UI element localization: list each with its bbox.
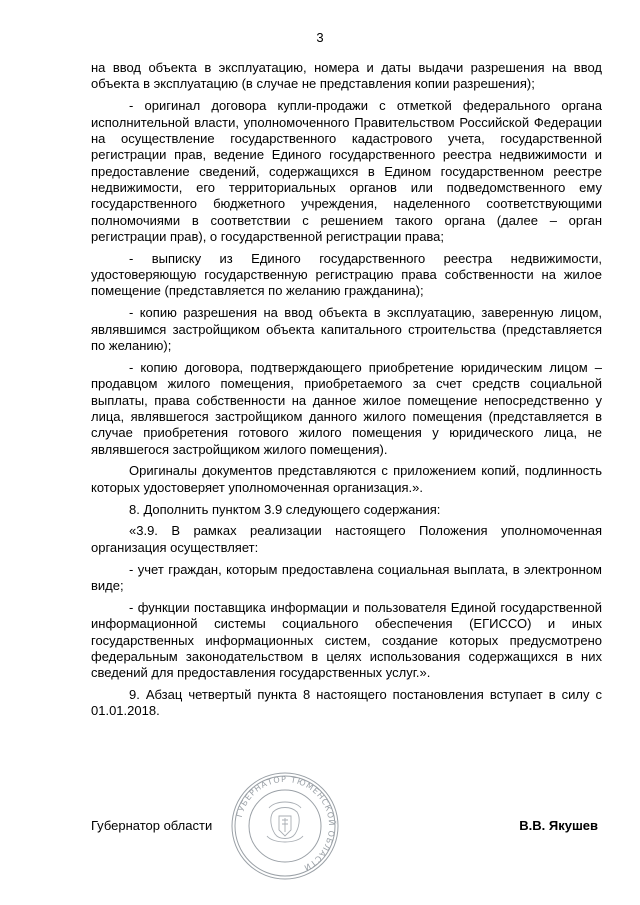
- signature-name: В.В. Якушев: [519, 818, 598, 833]
- paragraph-item-8: 8. Дополнить пунктом 3.9 следующего содержания:: [129, 501, 441, 517]
- list-item-contract-copy: - копию договора, подтверждающего приобретение юридическим лицом – продавцом жилого помещения, приобретаемого за счет средств социальной выплаты, права собственности на данное жилое помещение непосредственно у лица, являвшегося застройщиком данного жилого помещения (представляется в случае приобретения готового жилого помещения у юридического лица, не являвшегося застройщиком жилого помещения).: [91, 359, 602, 457]
- document-body: [91, 60, 602, 725]
- list-item-permit-copy: - копию разрешения на ввод объекта в эксплуатацию, заверенную лицом, являвшимся застройщиком объекта капитального строительства (представляется по желанию);: [91, 305, 602, 353]
- paragraph-originals: Оригиналы документов представляются с приложением копий, подлинность которых удостоверяет уполномоченная организация.».: [91, 463, 602, 495]
- list-item-registry-extract: - выписку из Единого государственного реестра недвижимости, удостоверяющую государственную регистрацию права собственности на жилое помещение (представляется по желанию гражданина);: [91, 250, 602, 299]
- list-item-egisso: - функции поставщика информации и пользователя Единой государственной информационной системы социального обеспечения (ЕГИССО) и иных государственных информационных систем, создание которых предусмотрено федеральным законодательством в целях использования содержащихся в них сведений для предоставления государственных услуг.».: [91, 599, 602, 681]
- paragraph-item-9: 9. Абзац четвертый пункта 8 настоящего постановления вступает в силу с 01.01.2018.: [91, 687, 602, 719]
- page-number: 3: [316, 30, 324, 45]
- paragraph-clause-3-9: «3.9. В рамках реализации настоящего Положения уполномоченная организация осуществляет:: [91, 523, 602, 555]
- seal-ring-text: ГУБЕРНАТОР ТЮМЕНСКОЙ ОБЛАСТИ: [234, 774, 337, 873]
- seal-emblem: [267, 802, 303, 842]
- official-seal: [229, 770, 341, 882]
- list-item-original-contract: - оригинал договора купли-продажи с отметкой федерального органа исполнительной власти, уполномоченного Правительством Российской Федерации на осуществление государственного кадастрового учета, государственной регистрации прав, ведение Единого государственного реестра недвижимости и предоставление сведений, содержащихся в Едином государственном реестре недвижимости, его территориальных органов или подведомственного ему государственного бюджетного учреждения, наделенного соответствующими полномочиями в соответствии с решением такого органа (далее – орган регистрации прав), о государственной регистрации права;: [91, 98, 602, 244]
- paragraph-continuation: на ввод объекта в эксплуатацию, номера и даты выдачи разрешения на ввод объекта в эксплуатацию (в случае не представления копии разрешения);: [91, 60, 602, 92]
- signature-title: Губернатор области: [91, 818, 213, 833]
- list-item-accounting: - учет граждан, которым предоставлена социальная выплата, в электронном виде;: [91, 561, 602, 593]
